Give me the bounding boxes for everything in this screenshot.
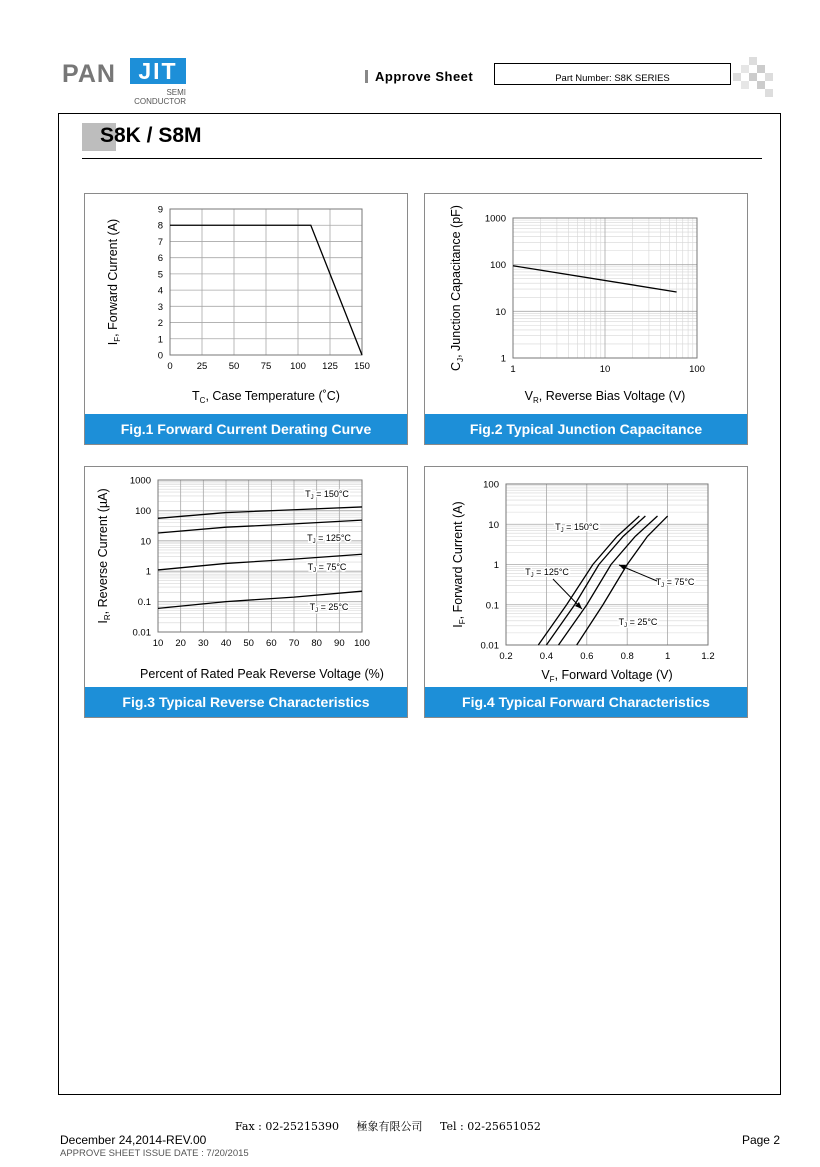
y-tick-label: 1: [157, 334, 163, 346]
logo-pan-text: PAN: [62, 60, 116, 88]
x-tick-label: 0.4: [539, 651, 554, 662]
fig2-panel: [424, 193, 748, 445]
y-tick-label: 1: [500, 353, 506, 365]
x-tick-label: 1: [510, 364, 516, 375]
fig2-chart: [425, 194, 747, 414]
logo-jit-text: JIT: [130, 58, 186, 84]
y-tick-label: 0: [157, 350, 163, 362]
fig3-caption: Fig.3 Typical Reverse Characteristics: [85, 687, 407, 717]
y-axis-title: $I_R$, Reverse Current (µA): [96, 488, 112, 624]
x-tick-label: 0.6: [580, 651, 594, 662]
checker-decoration-icon: [733, 57, 773, 97]
y-tick-label: 3: [157, 301, 163, 313]
y-tick-label: 100: [490, 260, 506, 272]
footer-issue-date: APPROVE SHEET ISSUE DATE : 7/20/2015: [60, 1148, 249, 1159]
y-tick-label: 6: [157, 253, 163, 265]
part-number: Part Number: S8K SERIES: [555, 73, 670, 84]
fig1-caption: Fig.1 Forward Current Derating Curve: [85, 414, 407, 444]
doc-type-label: Approve Sheet: [375, 69, 474, 84]
series-label-1: $T_J = 150^\circ C$: [555, 522, 599, 534]
y-tick-label: 100: [135, 505, 151, 517]
x-tick-label: 50: [228, 361, 240, 372]
series-line-1: [158, 507, 362, 518]
fig3-panel: [84, 466, 408, 718]
x-tick-label: 70: [288, 638, 300, 649]
fig4-chart: [425, 467, 747, 687]
x-tick-label: 30: [198, 638, 209, 649]
y-tick-label: 100: [483, 479, 499, 491]
x-tick-label: 150: [354, 361, 370, 372]
page-title: S8K / S8M: [100, 124, 202, 147]
page-number: Page 2: [741, 1133, 780, 1147]
x-tick-label: 20: [175, 638, 186, 649]
x-tick-label: 10: [599, 364, 611, 375]
fig1-chart: [85, 194, 407, 414]
series-label-2: $T_J = 125^\circ C$: [525, 567, 569, 579]
x-tick-label: 80: [311, 638, 322, 649]
title-divider: [82, 158, 762, 159]
approve-marker: [365, 70, 368, 83]
y-axis-title: $I_F$, Forward Current (A): [451, 501, 467, 628]
x-axis-title: Percent of Rated Peak Reverse Voltage (%): [140, 667, 384, 681]
y-tick-label: 7: [157, 236, 163, 248]
fig2-caption: Fig.2 Typical Junction Capacitance: [425, 414, 747, 444]
y-tick-label: 2: [157, 318, 163, 330]
x-tick-label: 0.2: [499, 651, 513, 662]
fig3-chart: [85, 467, 407, 687]
footer-contact: Fax : 02-25215390 極象有限公司 Tel : 02-25651052: [235, 1120, 541, 1133]
x-tick-label: 100: [354, 638, 370, 649]
x-axis-title: $T_C$, Case Temperature (˚C): [192, 389, 340, 405]
series-label-4: $T_J = 25^\circ C$: [309, 602, 349, 614]
y-tick-label: 5: [157, 269, 163, 281]
x-tick-label: 40: [220, 638, 232, 649]
x-tick-label: 50: [243, 638, 254, 649]
x-tick-label: 60: [266, 638, 277, 649]
series-label-3: $T_J = 75^\circ C$: [655, 577, 695, 589]
y-tick-label: 8: [157, 220, 163, 232]
series-label-3: $T_J = 75^\circ C$: [307, 562, 347, 574]
y-tick-label: 10: [495, 306, 506, 318]
y-tick-label: 0.01: [480, 640, 499, 652]
fig4-panel: [424, 466, 748, 718]
x-tick-label: 10: [152, 638, 164, 649]
y-tick-label: 1000: [484, 213, 506, 225]
y-tick-label: 10: [140, 536, 151, 548]
fig1-panel: [84, 193, 408, 445]
x-tick-label: 75: [260, 361, 272, 372]
y-tick-label: 0.1: [485, 600, 499, 612]
y-tick-label: 9: [157, 204, 163, 216]
x-tick-label: 90: [334, 638, 345, 649]
fig4-caption: Fig.4 Typical Forward Characteristics: [425, 687, 747, 717]
y-tick-label: 0.01: [132, 627, 151, 639]
y-axis-title: $I_F$, Forward Current (A): [106, 218, 122, 346]
y-tick-label: 1: [145, 566, 151, 578]
logo-subtitle: SEMI CONDUCTOR: [134, 88, 186, 106]
y-tick-label: 1000: [129, 475, 151, 487]
x-tick-label: 100: [290, 361, 306, 372]
y-tick-label: 1: [493, 560, 499, 571]
y-axis-title: $C_J$, Junction Capacitance (pF): [449, 205, 465, 371]
series-label-1: $T_J = 150^\circ C$: [305, 489, 349, 501]
x-tick-label: 1: [664, 651, 671, 662]
series-label-4: $T_J = 25^\circ C$: [618, 617, 658, 629]
x-tick-label: 0: [167, 361, 173, 372]
x-tick-label: 25: [196, 361, 208, 372]
series-label-2: $T_J = 125^\circ C$: [307, 533, 351, 545]
footer-date: December 24,2014-REV.00: [60, 1133, 207, 1147]
x-axis-title: $V_F$, Forward Voltage (V): [541, 668, 673, 684]
x-tick-label: 100: [689, 364, 705, 375]
x-axis-title: $V_R$, Reverse Bias Voltage (V): [524, 389, 686, 405]
y-tick-label: 10: [488, 519, 499, 531]
x-tick-label: 0.8: [620, 651, 634, 662]
x-tick-label: 125: [322, 361, 338, 372]
y-tick-label: 4: [157, 285, 163, 297]
x-tick-label: 1.2: [701, 651, 715, 662]
y-tick-label: 0.1: [137, 597, 151, 609]
